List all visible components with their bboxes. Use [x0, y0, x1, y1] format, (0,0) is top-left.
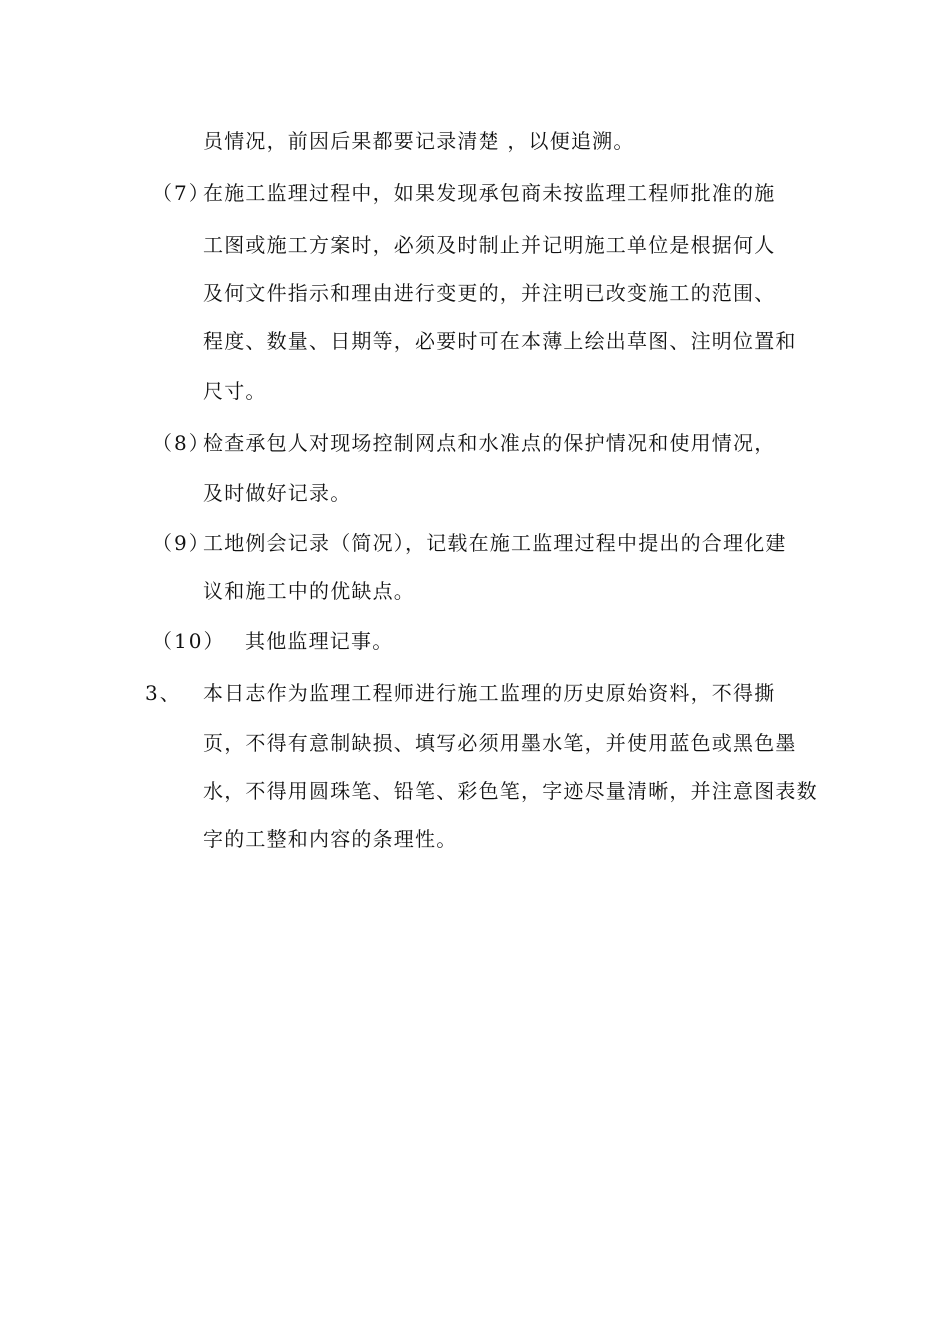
- item-8-line: 及时做好记录。: [203, 481, 352, 505]
- item-7-line: 工图或施工方案时，必须及时制止并记明施工单位是根据何人: [203, 233, 776, 257]
- item-9-marker: （9）: [152, 531, 211, 555]
- section-3-line: 页，不得有意制缺损、填写必须用墨水笔，并使用蓝色或黑色墨: [203, 731, 797, 755]
- item-7-line: 及何文件指示和理由进行变更的，并注明已改变施工的范围、: [203, 281, 776, 305]
- item-10-marker: （10）: [152, 629, 226, 653]
- section-3-line: 水，不得用圆珠笔、铅笔、彩色笔，字迹尽量清晰，并注意图表数: [203, 779, 818, 803]
- item-8-line: 检查承包人对现场控制网点和水准点的保护情况和使用情况，: [203, 431, 776, 455]
- section-3-line: 本日志作为监理工程师进行施工监理的历史原始资料，不得撕: [203, 681, 776, 705]
- item-7-line: 在施工监理过程中，如果发现承包商未按监理工程师批准的施: [203, 181, 776, 205]
- item-7-line: 程度、数量、日期等，必要时可在本薄上绘出草图、注明位置和: [203, 329, 797, 353]
- item-7-marker: （7）: [152, 181, 211, 205]
- section-3-marker: 3、: [145, 681, 182, 705]
- item-7-line: 尺寸。: [203, 379, 267, 403]
- section-3-line: 字的工整和内容的条理性。: [203, 827, 458, 851]
- item-9-line: 议和施工中的优缺点。: [203, 579, 415, 603]
- item-8-marker: （8）: [152, 431, 211, 455]
- item-10-line: 其他监理记事。: [245, 629, 394, 653]
- continuation-line: 员情况，前因后果都要记录清楚 ，以便追溯。: [203, 129, 635, 153]
- item-9-line: 工地例会记录（简况），记载在施工监理过程中提出的合理化建: [203, 531, 787, 555]
